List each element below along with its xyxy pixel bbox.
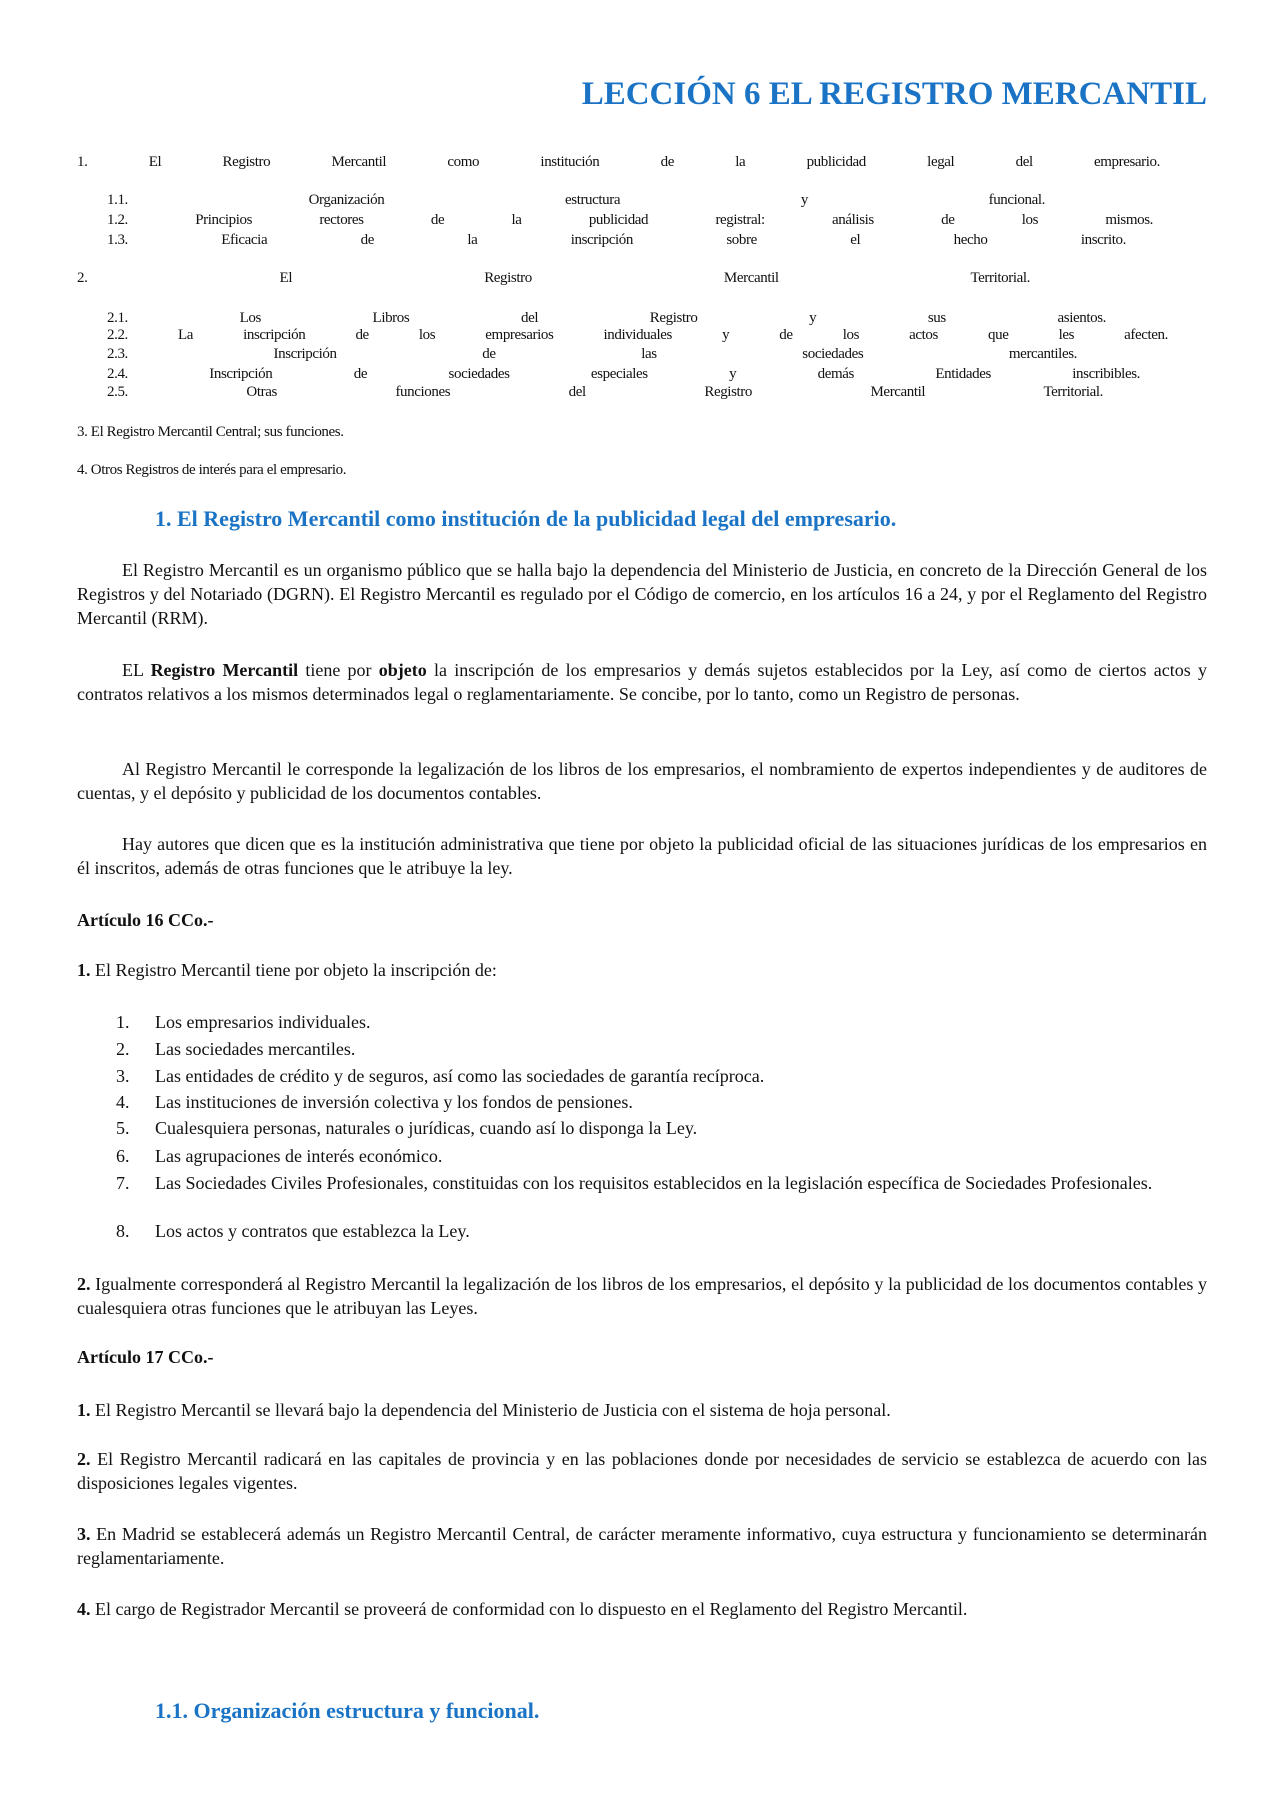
paragraph: 1. El Registro Mercantil tiene por objeto la inscripción de: [77,960,497,980]
section-heading-1-1: 1.1. Organización estructura y funcional. [155,1698,540,1723]
paragraph: 2. El Registro Mercantil radicará en las capitales de provincia y en las poblaciones donde por necesidades de servicio se establezca de acuerdo con las disposiciones legales vigentes. [77,1449,1207,1493]
list-item: 6. Las agrupaciones de interés económico. [116,1146,443,1166]
toc-item-1-2: 1.2. Principios rectores de la publicidad registral: análisis de los mismos. [107,212,1153,228]
paragraph: Hay autores que dicen que es la institución administrativa que tiene por objeto la publicidad oficial de las situaciones jurídicas de los empresarios en él inscritos, además de otras funciones que le atribuye la ley. [77,834,1207,878]
paragraph: 2. Igualmente corresponderá al Registro Mercantil la legalización de los libros de los empresarios, el depósito y la publicidad de los documentos contables y cualesquiera otras funciones que le atribuyan las Leyes. [77,1274,1207,1318]
article-17-heading: Artículo 17 CCo.- [77,1347,214,1367]
toc-item-4: 4. Otros Registros de interés para el empresario. [77,462,347,478]
article-16-heading: Artículo 16 CCo.- [77,910,214,930]
paragraph: 3. En Madrid se establecerá además un Registro Mercantil Central, de carácter meramente informativo, cuya estructura y funcionamiento se determinarán reglamentariamente. [77,1524,1207,1568]
toc-item-1: 1. El Registro Mercantil como institución de la publicidad legal del empresario. [77,154,1160,170]
list-item: 8. Los actos y contratos que establezca la Ley. [116,1221,470,1241]
section-heading-1: 1. El Registro Mercantil como institución de la publicidad legal del empresario. [155,506,897,531]
list-item: 1. Los empresarios individuales. [116,1012,371,1032]
toc-item-2: 2. El Registro Mercantil Territorial. [77,270,1030,286]
paragraph: El Registro Mercantil es un organismo público que se halla bajo la dependencia del Ministerio de Justicia, en concreto de la Dirección General de los Registros y del Notariado (DGRN). El Registro Mercantil es regulado por el Código de comercio, en los artículos 16 a 24, y por el Reglamento del Registro Mercantil (RRM). [77,560,1207,628]
toc-item-2-5: 2.5. Otras funciones del Registro Mercantil Territorial. [107,384,1103,400]
toc-item-2-3: 2.3. Inscripción de las sociedades mercantiles. [107,346,1077,362]
list-item: 2. Las sociedades mercantiles. [116,1039,356,1059]
list-item: 3. Las entidades de crédito y de seguros, así como las sociedades de garantía recíproca. [116,1066,765,1086]
list-item: 4. Las instituciones de inversión colectiva y los fondos de pensiones. [116,1092,633,1112]
toc-item-3: 3. El Registro Mercantil Central; sus funciones. [77,424,344,440]
list-item: 7. Las Sociedades Civiles Profesionales, constituidas con los requisitos establecidos en la legislación específica de Sociedades Profesionales. [116,1173,1153,1193]
page-title: LECCIÓN 6 EL REGISTRO MERCANTIL [581,76,1207,112]
toc-item-1-3: 1.3. Eficacia de la inscripción sobre el hecho inscrito. [107,232,1126,248]
toc-item-2-1: 2.1. Los Libros del Registro y sus asientos. [107,310,1106,326]
paragraph: EL Registro Mercantil tiene por objeto la inscripción de los empresarios y demás sujetos establecidos por la Ley, así como de ciertos actos y contratos relativos a los mismos determinados legal o reglamentariamente. Se concibe, por lo tanto, como un Registro de personas. [77,660,1208,704]
list-item: 5. Cualesquiera personas, naturales o jurídicas, cuando así lo disponga la Ley. [116,1118,698,1138]
toc-item-2-2: 2.2. La inscripción de los empresarios individuales y de los actos que les afecten. [107,327,1168,343]
paragraph: Al Registro Mercantil le corresponde la legalización de los libros de los empresarios, el nombramiento de expertos independientes y de auditores de cuentas, y el depósito y publicidad de los documentos contables. [77,759,1207,803]
paragraph: 1. El Registro Mercantil se llevará bajo la dependencia del Ministerio de Justicia con el sistema de hoja personal. [77,1400,891,1420]
toc-item-2-4: 2.4. Inscripción de sociedades especiales y demás Entidades inscribibles. [107,366,1140,382]
toc-item-1-1: 1.1. Organización estructura y funcional. [107,192,1045,208]
paragraph: 4. El cargo de Registrador Mercantil se proveerá de conformidad con lo dispuesto en el Reglamento del Registro Mercantil. [77,1599,968,1619]
